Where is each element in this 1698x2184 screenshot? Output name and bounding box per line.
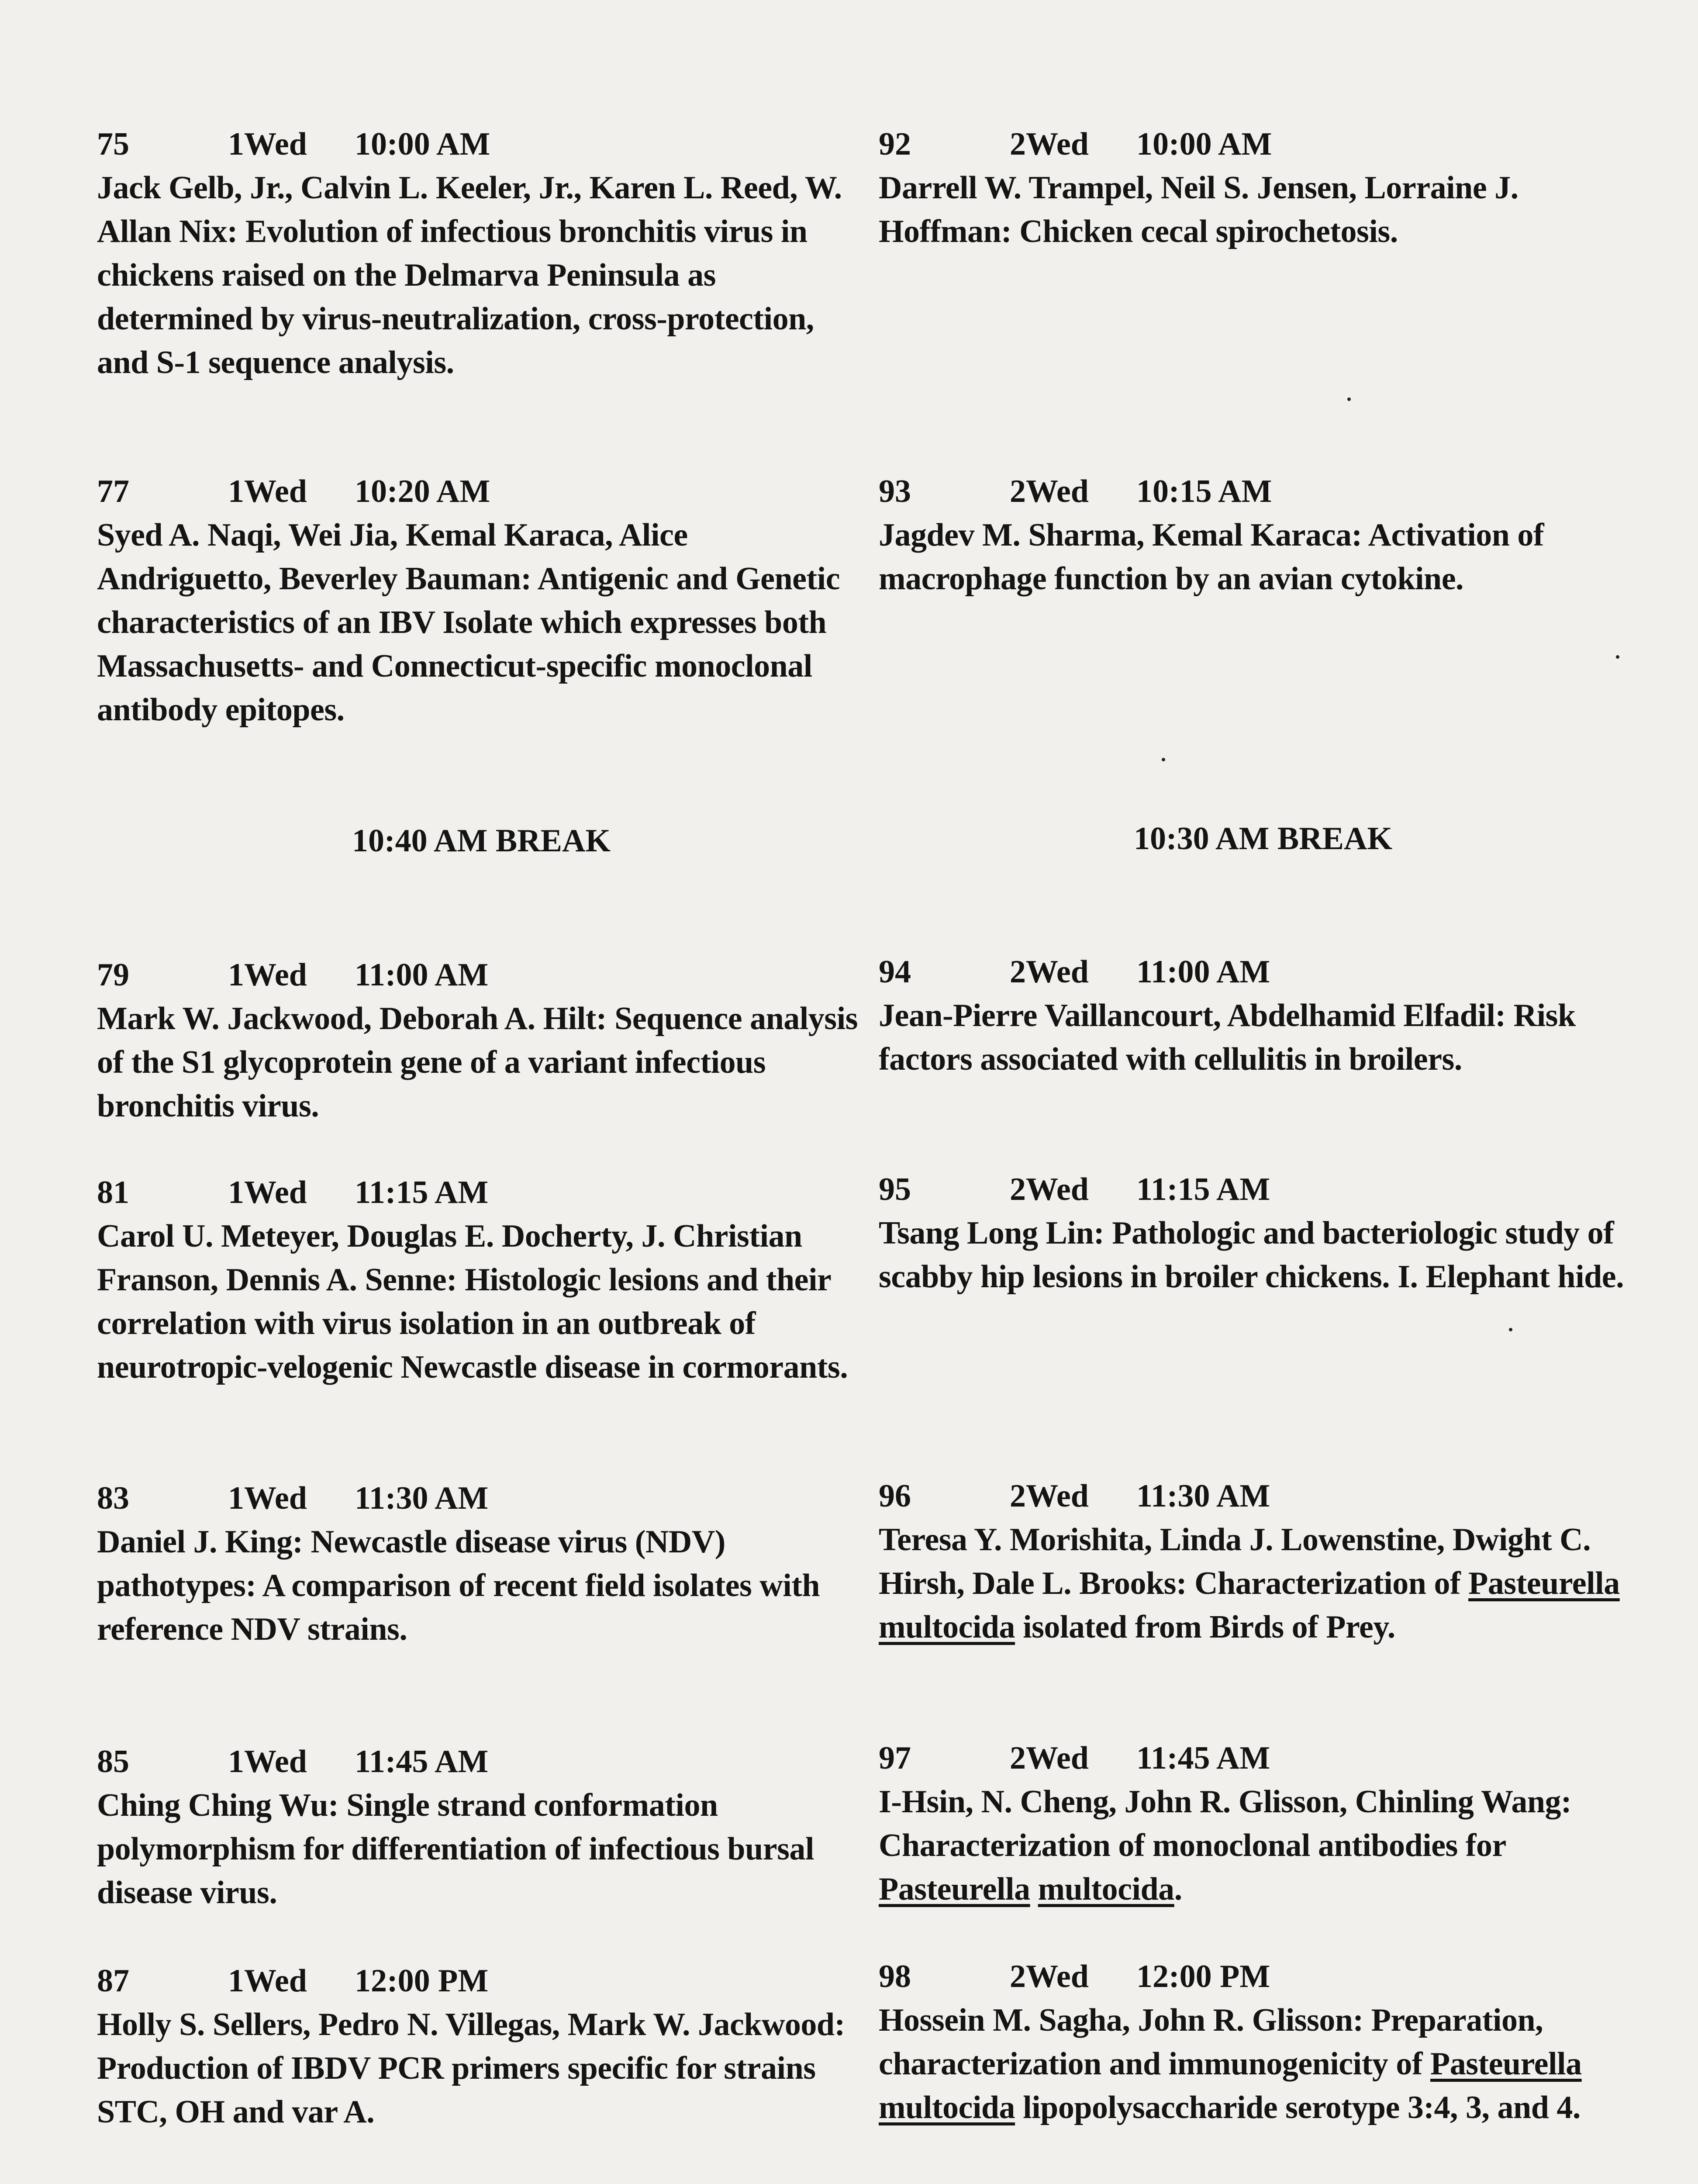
- session-time: 12:00 PM: [1136, 1959, 1270, 1994]
- entry-authors-title: Jack Gelb, Jr., Calvin L. Keeler, Jr., Karen L. Reed, W. Allan Nix: Evolution of infectious bronchitis virus in chickens raised on the Delmarva Peninsula as determined by virus-neutralization, cross-protection, and S-1 sequence analysis.: [97, 170, 842, 380]
- session-entry-83: [97, 1476, 866, 1651]
- abstract-number: 92: [879, 126, 911, 162]
- organism-genus: Pasteurella: [879, 1871, 1030, 1907]
- session-entry-93: [879, 470, 1647, 601]
- scan-speck: [1162, 758, 1165, 761]
- abstract-number: 96: [879, 1478, 911, 1514]
- session-day: 1Wed: [228, 473, 307, 509]
- session-entry-81: [97, 1171, 866, 1389]
- entry-authors-title: Darrell W. Trampel, Neil S. Jensen, Lorraine J. Hoffman: Chicken cecal spirochetosis.: [879, 170, 1519, 249]
- scan-speck: [1347, 397, 1351, 401]
- session-day: 2Wed: [1010, 954, 1089, 990]
- entry-header: [879, 122, 1647, 166]
- organism-species: multocida: [1038, 1871, 1174, 1907]
- session-day: 2Wed: [1010, 1478, 1089, 1514]
- abstract-number: 81: [97, 1175, 129, 1210]
- entry-authors-title: Syed A. Naqi, Wei Jia, Kemal Karaca, Alice Andriguetto, Beverley Bauman: Antigenic and Genetic characteristics of an IBV Isolate which expresses both Massachusetts- and Connecticut-specific monoclonal antibody epitopes.: [97, 517, 840, 728]
- session-time: 10:15 AM: [1136, 473, 1272, 509]
- body-text: Teresa Y. Morishita, Linda J. Lowenstine, Dwight C. Hirsh, Dale L. Brooks: Characterization of: [879, 1522, 1591, 1601]
- session-time: 10:00 AM: [1136, 126, 1272, 162]
- break-label: 10:40 AM BREAK: [352, 823, 611, 859]
- organism-genus: Pasteurella: [1430, 2046, 1582, 2082]
- session-entry-77: [97, 470, 866, 732]
- entry-authors-title: Tsang Long Lin: Pathologic and bacteriologic study of scabby hip lesions in broiler chickens. I. Elephant hide.: [879, 1215, 1624, 1295]
- session-entry-95: [879, 1168, 1647, 1299]
- session-day: 2Wed: [1010, 1740, 1089, 1776]
- session-entry-98: [879, 1955, 1647, 2129]
- body-text: Hossein M. Sagha, John R. Glisson: Preparation, characterization and immunogenicity of: [879, 2002, 1543, 2082]
- entry-header: [97, 953, 866, 997]
- session-day: 2Wed: [1010, 126, 1089, 162]
- entry-authors-title: Daniel J. King: Newcastle disease virus (NDV) pathotypes: A comparison of recent field isolates with reference NDV strains.: [97, 1524, 820, 1647]
- entry-authors-title: [879, 1518, 1647, 1649]
- session-day: 1Wed: [228, 1175, 307, 1210]
- scan-speck: [1616, 655, 1619, 659]
- entry-header: [97, 122, 866, 166]
- abstract-number: 75: [97, 126, 129, 162]
- session-entry-75: [97, 122, 866, 384]
- entry-header: [879, 1474, 1647, 1518]
- abstract-number: 93: [879, 473, 911, 509]
- session-time: 11:15 AM: [1136, 1171, 1270, 1207]
- session-entry-97: [879, 1736, 1647, 1911]
- session-day: 1Wed: [228, 1480, 307, 1516]
- session-time: 11:30 AM: [355, 1480, 489, 1516]
- entry-authors-title: [879, 1780, 1647, 1911]
- organism-genus: Pasteurella: [1468, 1565, 1620, 1601]
- body-text: .: [1174, 1871, 1182, 1907]
- session-time: 10:20 AM: [355, 473, 490, 509]
- abstract-number: 85: [97, 1744, 129, 1780]
- session-entry-96: [879, 1474, 1647, 1649]
- entry-header: [879, 1736, 1647, 1780]
- entry-header: [879, 1955, 1647, 1998]
- abstract-number: 83: [97, 1480, 129, 1516]
- entry-header: [879, 950, 1647, 994]
- entry-header: [97, 1740, 866, 1783]
- entry-authors-title: Mark W. Jackwood, Deborah A. Hilt: Sequence analysis of the S1 glycoprotein gene of a variant infectious bronchitis virus.: [97, 1001, 858, 1124]
- session-time: 11:00 AM: [1136, 954, 1270, 990]
- abstract-number: 97: [879, 1740, 911, 1776]
- scan-speck: [1509, 1328, 1512, 1331]
- session-day: 2Wed: [1010, 1959, 1089, 1994]
- abstract-number: 87: [97, 1963, 129, 1999]
- entry-authors-title: Ching Ching Wu: Single strand conformation polymorphism for differentiation of infectious bursal disease virus.: [97, 1787, 814, 1911]
- body-text: I-Hsin, N. Cheng, John R. Glisson, Chinling Wang: Characterization of monoclonal antibodies for: [879, 1784, 1572, 1863]
- session-day: 1Wed: [228, 1963, 307, 1999]
- session-time: 11:00 AM: [355, 957, 489, 993]
- abstract-number: 79: [97, 957, 129, 993]
- abstract-number: 95: [879, 1171, 911, 1207]
- entry-header: [97, 1959, 866, 2003]
- session-time: 10:00 AM: [355, 126, 490, 162]
- body-text: isolated from Birds of Prey.: [1015, 1609, 1395, 1645]
- entry-authors-title: Carol U. Meteyer, Douglas E. Docherty, J. Christian Franson, Dennis A. Senne: Histologic lesions and their correlation with virus isolation in an outbreak of neurotropic-velogenic Newcastle disease in cormorants.: [97, 1218, 848, 1385]
- session-day: 1Wed: [228, 1744, 307, 1780]
- session-time: 11:15 AM: [355, 1175, 489, 1210]
- session-day: 2Wed: [1010, 473, 1089, 509]
- session-time: 11:45 AM: [355, 1744, 489, 1780]
- abstract-number: 77: [97, 473, 129, 509]
- session-entry-92: [879, 122, 1647, 253]
- entry-header: [97, 1171, 866, 1214]
- session-entry-87: [97, 1959, 866, 2134]
- session-day: 1Wed: [228, 126, 307, 162]
- entry-header: [879, 470, 1647, 513]
- session-time: 11:30 AM: [1136, 1478, 1270, 1514]
- session-time: 11:45 AM: [1136, 1740, 1270, 1776]
- session-entry-85: [97, 1740, 866, 1914]
- abstract-number: 98: [879, 1959, 911, 1994]
- entry-header: [97, 1476, 866, 1520]
- entry-authors-title: Jean-Pierre Vaillancourt, Abdelhamid Elfadil: Risk factors associated with cellulitis in broilers.: [879, 998, 1576, 1077]
- break-label: 10:30 AM BREAK: [1134, 821, 1392, 857]
- organism-species: multocida: [879, 2090, 1015, 2125]
- session-time: 12:00 PM: [355, 1963, 489, 1999]
- body-text: lipopolysaccharide serotype 3:4, 3, and 4.: [1015, 2090, 1581, 2125]
- organism-species: multocida: [879, 1609, 1015, 1645]
- session-day: 1Wed: [228, 957, 307, 993]
- entry-header: [879, 1168, 1647, 1211]
- session-entry-79: [97, 953, 866, 1128]
- entry-header: [97, 470, 866, 513]
- session-entry-94: [879, 950, 1647, 1081]
- session-day: 2Wed: [1010, 1171, 1089, 1207]
- entry-authors-title: Jagdev M. Sharma, Kemal Karaca: Activation of macrophage function by an avian cytokine.: [879, 517, 1544, 597]
- entry-authors-title: Holly S. Sellers, Pedro N. Villegas, Mark W. Jackwood: Production of IBDV PCR primers specific for strains STC, OH and var A.: [97, 2007, 845, 2130]
- abstract-number: 94: [879, 954, 911, 990]
- entry-authors-title: [879, 1998, 1647, 2129]
